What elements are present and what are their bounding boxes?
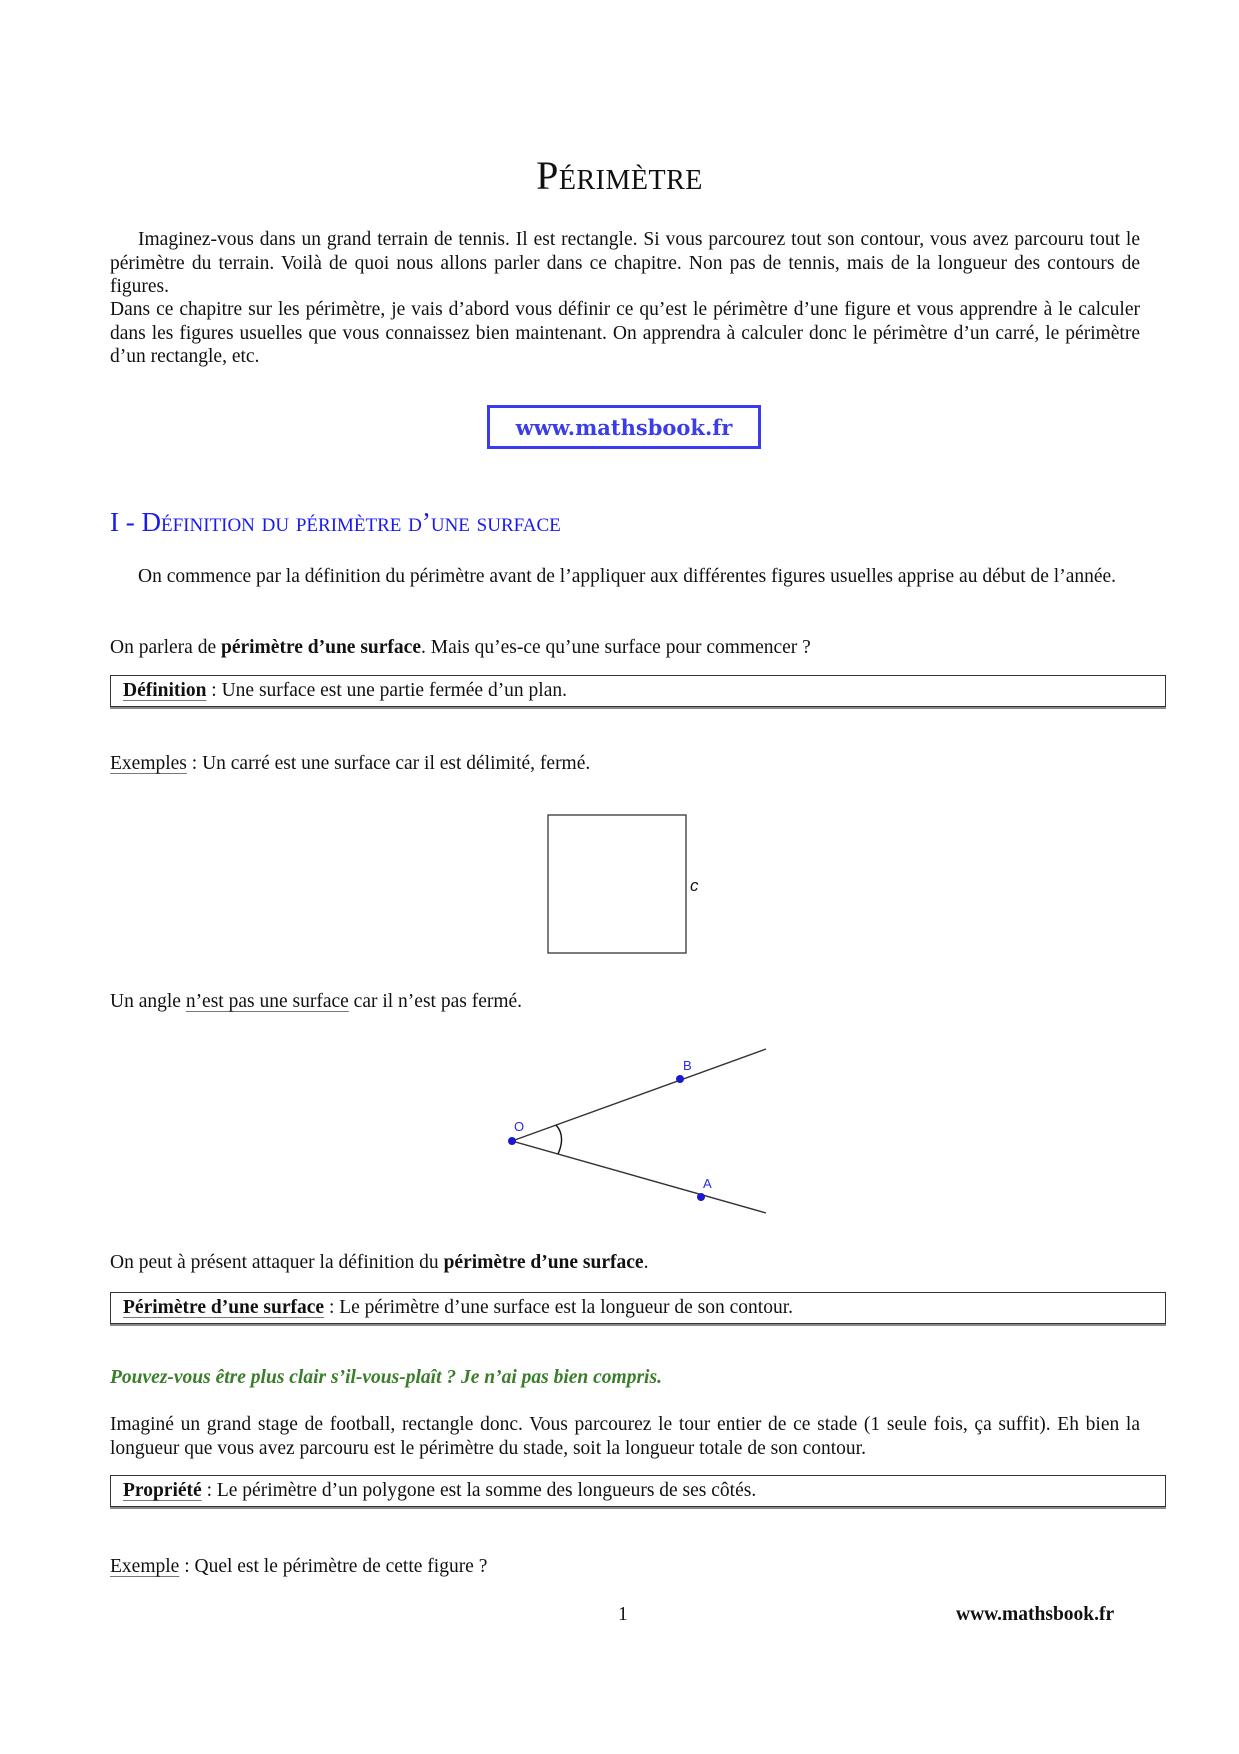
ray-oa	[512, 1141, 766, 1213]
definition-box	[110, 675, 1166, 707]
footer-url[interactable]: www.mathsbook.fr	[956, 1604, 1115, 1625]
angle-before: Un angle	[110, 991, 186, 1012]
label-b: B	[683, 1058, 692, 1073]
question-after: . Mais qu’es-ce qu’une surface pour commencer ?	[420, 637, 811, 658]
property-box	[110, 1475, 1166, 1507]
website-logo-text[interactable]: www.mathsbook.fr	[515, 414, 733, 440]
attack-after: .	[643, 1252, 649, 1273]
angle-underlined: n’est pas une surface	[185, 991, 349, 1012]
attack-bold: périmètre d’une surface	[443, 1252, 644, 1273]
point-a	[697, 1193, 705, 1201]
examples-sentence	[110, 752, 1140, 776]
example-text: : Quel est le périmètre de cette figure ?	[179, 1556, 488, 1577]
property-label: Propriété	[123, 1480, 202, 1501]
square-shape	[548, 815, 686, 953]
perimeter-definition-box	[110, 1292, 1166, 1324]
perimeter-text: : Le périmètre d’une surface est la longueur de son contour.	[324, 1297, 793, 1318]
angle-arc	[556, 1125, 562, 1154]
attack-before: On peut à présent attaquer la définition du	[110, 1252, 444, 1273]
examples-label: Exemples	[110, 753, 187, 774]
explanation-paragraph: Imaginé un grand stage de football, rectangle donc. Vous parcourez le tour entier de ce stade (1 seule fois, ça suffit). Eh bien la longueur que vous avez parcouru est le périmètre du stade, soit la longueur totale de son contour.	[110, 1414, 1140, 1459]
question-bold: périmètre d’une surface	[220, 637, 421, 658]
square-figure	[540, 805, 710, 965]
angle-sentence	[110, 990, 1140, 1014]
point-o	[508, 1137, 516, 1145]
attack-sentence	[110, 1251, 1140, 1275]
point-b	[676, 1075, 684, 1083]
section-intro: On commence par la définition du périmètre avant de l’appliquer aux différentes figures usuelles apprise au début de l’année.	[138, 566, 1117, 587]
definition-text: : Une surface est une partie fermée d’un plan.	[206, 680, 568, 701]
example-label: Exemple	[110, 1556, 180, 1577]
website-logo-box[interactable]	[487, 405, 761, 449]
question-sentence	[110, 636, 1140, 660]
perimeter-label: Périmètre d’une surface	[123, 1297, 325, 1318]
definition-label: Définition	[123, 680, 207, 701]
green-question: Pouvez-vous être plus clair s’il-vous-plaît ? Je n’ai pas bien compris.	[110, 1367, 662, 1388]
ray-ob	[512, 1049, 766, 1141]
question-before: On parlera de	[110, 637, 221, 658]
label-a: A	[703, 1176, 712, 1191]
angle-figure	[500, 1040, 780, 1220]
angle-after: car il n’est pas fermé.	[348, 991, 523, 1012]
label-o: O	[514, 1119, 525, 1134]
page-number: 1	[618, 1604, 628, 1625]
section-heading: I - Définition du périmètre d’une surface	[110, 507, 561, 537]
example-sentence	[110, 1555, 1140, 1579]
page-title: Périmètre	[536, 153, 703, 198]
intro-paragraph-1: Imaginez-vous dans un grand terrain de tennis. Il est rectangle. Si vous parcourez tout son contour, vous avez parcouru tout le périmètre du terrain. Voilà de quoi nous allons parler dans ce chapitre. Non pas de tennis, mais de la longueur des contours de figures.	[110, 229, 1140, 297]
square-side-label: c	[690, 876, 699, 895]
examples-text: : Un carré est une surface car il est délimité, fermé.	[186, 753, 591, 774]
intro-paragraph-2: Dans ce chapitre sur les périmètre, je vais d’abord vous définir ce qu’est le périmètre d’une figure et vous apprendre à le calculer dans les figures usuelles que vous connaissez bien maintenant. On apprendra à calculer donc le périmètre d’un carré, le périmètre d’un rectangle, etc.	[110, 299, 1140, 367]
property-text: : Le périmètre d’un polygone est la somme des longueurs de ses côtés.	[201, 1480, 757, 1501]
